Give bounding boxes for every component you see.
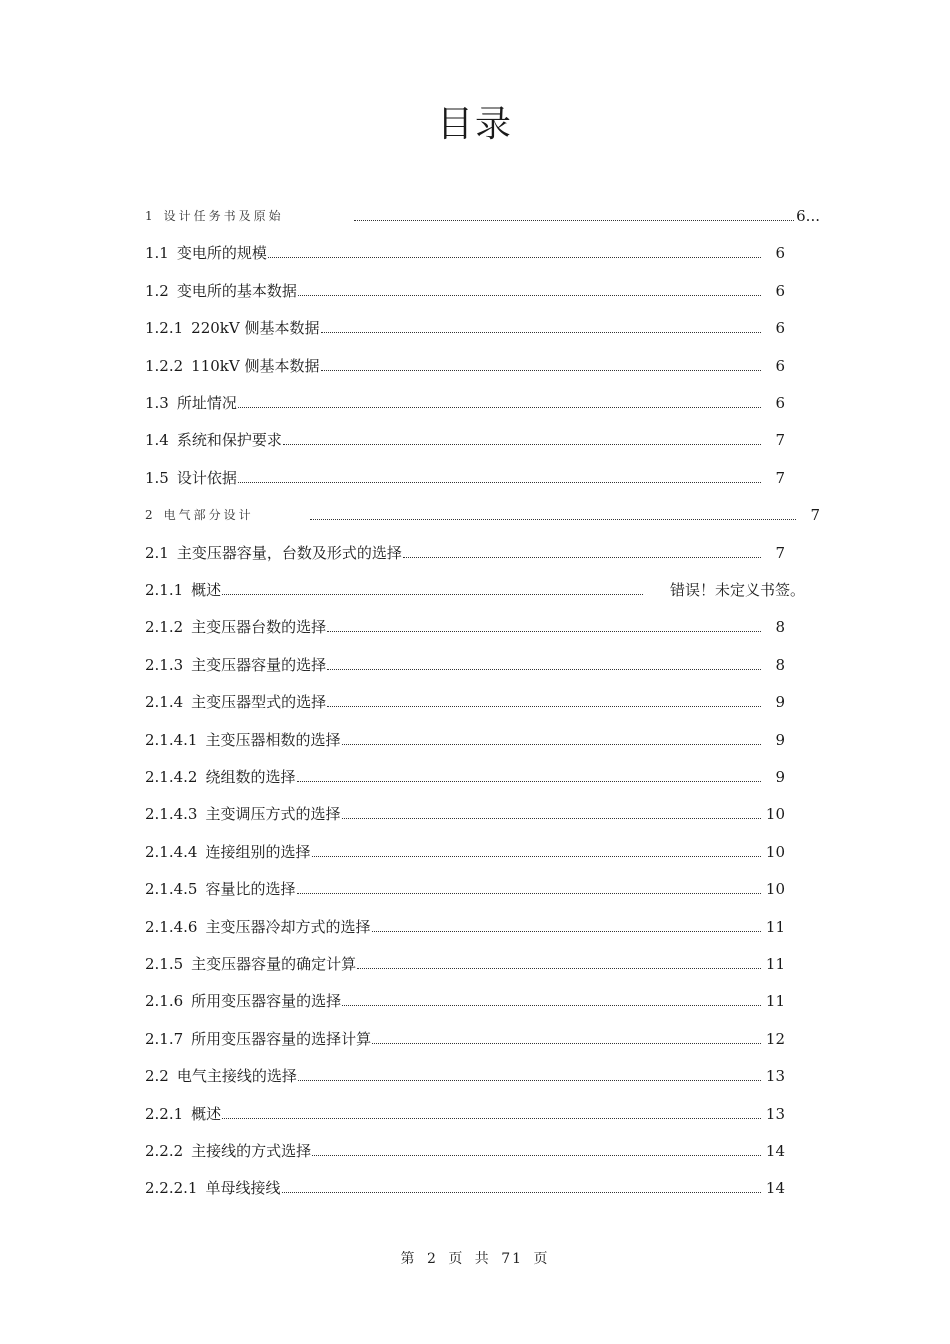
toc-entry-label <box>145 1104 221 1124</box>
toc-entry-page: 13 <box>765 1067 785 1086</box>
toc-entry-label <box>145 281 297 301</box>
toc-dot-leader <box>357 968 761 969</box>
toc-entry-text: 变电所的基本数据 <box>176 281 297 300</box>
toc-dot-leader <box>268 257 761 258</box>
toc-dot-leader <box>238 407 761 408</box>
toc-entry[interactable] <box>145 1174 785 1198</box>
toc-entry-label <box>145 1141 311 1161</box>
toc-dot-leader <box>372 1043 761 1044</box>
toc-entry[interactable] <box>145 501 820 525</box>
toc-entry-page: 6 <box>775 319 785 338</box>
toc-entry-text: 设计依据 <box>176 468 237 487</box>
toc-entry-number: 1.4 <box>145 431 169 450</box>
toc-entry-number: 1.3 <box>145 394 169 412</box>
toc-entry-page: 7 <box>775 543 785 562</box>
toc-entry-label <box>145 954 356 974</box>
toc-entry[interactable] <box>145 726 785 750</box>
toc-entry-text: 主变压器冷却方式的选择 <box>205 917 371 936</box>
toc-entry-text: 主变压器容量的选择 <box>191 655 327 674</box>
toc-entry-number: 2.1.4.6 <box>145 917 198 936</box>
toc-dot-leader <box>298 1080 761 1081</box>
toc-entry-number: 2.2.2 <box>145 1142 184 1160</box>
toc-entry-number: 2.2 <box>145 1067 169 1086</box>
footer-page-number: 2 <box>426 1251 438 1267</box>
toc-entry-page: 6... <box>796 207 820 225</box>
toc-entry-label <box>145 730 341 750</box>
toc-entry-number: 2.1.4.2 <box>145 768 198 786</box>
toc-entry-number: 2.1.4 <box>145 693 184 712</box>
toc-entry-number: 2.1.4.5 <box>145 880 198 899</box>
toc-entry-label <box>145 505 254 525</box>
toc-dot-leader <box>298 295 761 296</box>
toc-entry-label <box>145 655 326 675</box>
toc-entry-page: 11 <box>765 992 785 1011</box>
toc-entry-number: 1 <box>145 209 156 223</box>
toc-entry-text: 系统和保护要求 <box>176 431 282 450</box>
toc-dot-leader <box>342 744 762 745</box>
toc-entry-page: 6 <box>775 281 785 300</box>
footer-total-pages: 71 <box>501 1251 524 1267</box>
toc-entry-page: 错误！未定义书签。 <box>669 581 805 599</box>
toc-dot-leader <box>283 444 761 445</box>
toc-entry-label <box>145 356 320 376</box>
toc-entry-page: 14 <box>765 1142 785 1160</box>
toc-entry[interactable] <box>145 426 785 450</box>
toc-entry-number: 2.1.6 <box>145 992 184 1011</box>
toc-entry-number: 2 <box>145 508 156 523</box>
toc-entry-text: 所用变压器容量的选择 <box>191 992 342 1011</box>
toc-entry[interactable] <box>145 389 785 413</box>
toc-dot-leader <box>297 893 762 894</box>
toc-entry[interactable] <box>145 277 785 301</box>
toc-entry[interactable] <box>145 1100 785 1124</box>
toc-entry-text: 连接组别的选择 <box>205 842 311 861</box>
toc-entry-text: 主变压器相数的选择 <box>205 730 341 749</box>
toc-entry-number: 2.1.7 <box>145 1029 184 1048</box>
toc-entry[interactable] <box>145 688 785 712</box>
toc-dot-leader <box>312 1155 761 1156</box>
toc-dot-leader <box>327 631 761 632</box>
toc-dot-leader <box>222 594 643 595</box>
toc-entry-text: 所用变压器容量的选择计算 <box>191 1029 372 1048</box>
toc-entry-number: 2.1.4.4 <box>145 842 198 861</box>
toc-dot-leader <box>342 1005 761 1006</box>
toc-entry-label <box>145 767 296 787</box>
toc-dot-leader <box>354 220 794 221</box>
toc-entry[interactable] <box>145 314 785 338</box>
toc-entry-text: 容量比的选择 <box>205 880 296 899</box>
toc-entry-text: 110kV 侧基本数据 <box>191 356 320 375</box>
toc-entry-text: 概述 <box>191 1104 222 1123</box>
toc-entry-text: 所址情况 <box>176 394 237 412</box>
toc-dot-leader <box>321 332 762 333</box>
toc-entry-number: 1.2.1 <box>145 319 184 338</box>
toc-entry-label <box>145 393 237 413</box>
toc-dot-leader <box>238 482 761 483</box>
toc-entry[interactable] <box>145 352 785 376</box>
toc-entry-number: 2.1.3 <box>145 655 184 674</box>
toc-entry-label <box>145 1178 281 1198</box>
toc-entry-number: 2.1.2 <box>145 618 184 637</box>
toc-entry-text: 设计任务书及原始 <box>163 209 284 223</box>
toc-entry-label <box>145 842 311 862</box>
toc-entry[interactable] <box>145 613 785 637</box>
toc-entry-page: 9 <box>775 768 785 786</box>
footer-word: 第 <box>400 1251 417 1267</box>
toc-entry-page: 12 <box>765 1029 785 1048</box>
toc-entry-number: 2.1.1 <box>145 581 184 599</box>
toc-entry-text: 主变压器型式的选择 <box>191 693 327 712</box>
toc-entry-label <box>145 617 326 637</box>
toc-entry-page: 6 <box>775 394 785 412</box>
toc-entry[interactable] <box>145 1062 785 1086</box>
toc-entry-page: 8 <box>775 655 785 674</box>
toc-entry[interactable] <box>145 987 785 1011</box>
toc-entry-label <box>145 804 341 824</box>
toc-entry-text: 主变压器容量的确定计算 <box>191 955 357 973</box>
toc-entry-label <box>145 430 282 450</box>
toc-entry-page: 7 <box>810 506 820 525</box>
toc-entry-text: 主接线的方式选择 <box>191 1142 312 1160</box>
toc-entry[interactable] <box>145 800 785 824</box>
toc-entry-page: 10 <box>765 805 785 824</box>
toc-dot-leader <box>327 706 761 707</box>
toc-dot-leader <box>327 669 761 670</box>
toc-entry-text: 单母线接线 <box>205 1179 281 1198</box>
toc-entry[interactable] <box>145 950 785 974</box>
toc-dot-leader <box>282 1192 762 1193</box>
toc-dot-leader <box>372 931 762 932</box>
toc-entry-page: 8 <box>775 618 785 637</box>
toc-dot-leader <box>297 781 762 782</box>
toc-entry-number: 1.2.2 <box>145 356 184 375</box>
toc-entry-page: 9 <box>775 730 785 749</box>
toc-entry-label <box>145 243 267 263</box>
toc-entry-text: 变电所的规模 <box>176 244 267 263</box>
toc-entry-label <box>145 543 402 563</box>
toc-entry-number: 2.2.2.1 <box>145 1179 198 1198</box>
toc-entry-number: 2.1 <box>145 543 169 562</box>
toc-entry[interactable] <box>145 1025 785 1049</box>
toc-entry-number: 1.5 <box>145 468 169 487</box>
toc-entry-text: 电气主接线的选择 <box>176 1067 297 1086</box>
toc-entry[interactable] <box>145 576 805 600</box>
toc-entry-page: 13 <box>765 1104 785 1123</box>
toc-entry-text: 主变压器台数的选择 <box>191 618 327 637</box>
toc-entry-number: 2.2.1 <box>145 1104 184 1123</box>
toc-entry-label <box>145 917 371 937</box>
toc-dot-leader <box>342 818 762 819</box>
toc-entry-page: 6 <box>775 356 785 375</box>
toc-entry-page: 9 <box>775 693 785 712</box>
toc-entry-page: 10 <box>765 842 785 861</box>
toc-entry-page: 7 <box>775 431 785 450</box>
toc-entry-text: 电气部分设计 <box>163 508 254 523</box>
toc-entry-page: 10 <box>765 880 785 899</box>
toc-entry-label <box>145 468 237 488</box>
toc-entry[interactable] <box>145 875 785 899</box>
toc-dot-leader <box>312 856 762 857</box>
toc-entry-page: 11 <box>765 955 785 973</box>
toc-entry[interactable] <box>145 1137 785 1161</box>
toc-entry-text: 主变压器容量，台数及形式的选择 <box>176 543 402 562</box>
toc-entry[interactable] <box>145 539 785 563</box>
toc-entry-label <box>145 318 320 338</box>
toc-entry[interactable] <box>145 838 785 862</box>
toc-entry-label <box>145 1066 297 1086</box>
toc-entry[interactable] <box>145 239 785 263</box>
page-title: 目录 <box>436 104 513 145</box>
toc-entry-label <box>145 991 341 1011</box>
toc-dot-leader <box>321 370 762 371</box>
footer-word: 页 <box>533 1251 550 1267</box>
toc-entry-page: 14 <box>765 1179 785 1198</box>
toc-entry-text: 主变调压方式的选择 <box>205 805 341 824</box>
toc-entry[interactable] <box>145 651 785 675</box>
toc-entry-number: 1.1 <box>145 244 169 263</box>
toc-entry-label <box>145 580 221 600</box>
page-footer <box>0 1248 950 1268</box>
toc-entry[interactable] <box>145 202 820 226</box>
toc-entry-number: 2.1.5 <box>145 955 184 973</box>
toc-entry-page: 11 <box>765 917 785 936</box>
footer-word: 页 <box>448 1251 465 1267</box>
toc-entry-label <box>145 206 284 226</box>
toc-dot-leader <box>222 1118 761 1119</box>
toc-dot-leader <box>310 519 796 520</box>
toc-entry-text: 概述 <box>191 581 222 599</box>
toc-entry-text: 220kV 侧基本数据 <box>191 319 320 338</box>
toc-dot-leader <box>403 557 761 558</box>
toc-entry-number: 2.1.4.1 <box>145 730 198 749</box>
toc-entry[interactable] <box>145 913 785 937</box>
toc-entry-label <box>145 1029 371 1049</box>
toc-entry-number: 2.1.4.3 <box>145 805 198 824</box>
toc-entry-label <box>145 879 296 899</box>
toc-entry-text: 绕组数的选择 <box>205 768 296 786</box>
toc-entry[interactable] <box>145 464 785 488</box>
footer-word: 共 <box>474 1251 491 1267</box>
toc-entry-page: 6 <box>775 244 785 263</box>
toc-entry-label <box>145 692 326 712</box>
toc-entry-number: 1.2 <box>145 281 169 300</box>
toc-entry[interactable] <box>145 763 785 787</box>
toc-entry-page: 7 <box>775 468 785 487</box>
